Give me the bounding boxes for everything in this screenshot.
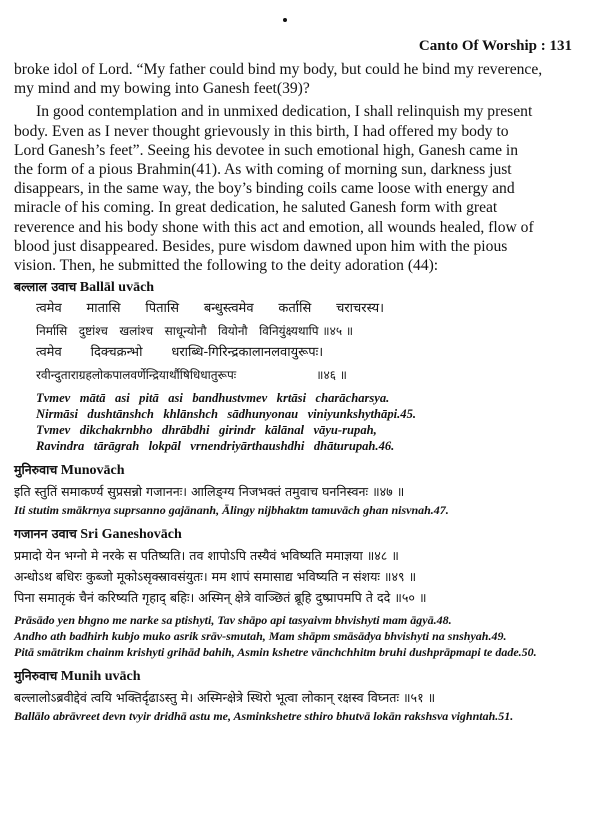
- heading-devanagari: मुनिरुवाच: [14, 462, 58, 478]
- text-line: reverence and his body shone with this act and emotion, all wounds healed, flow of: [14, 218, 534, 236]
- heading-english: Sri Ganeshovāch: [80, 527, 182, 543]
- sanskrit-verse-block: [36, 298, 580, 386]
- sanskrit-line: निर्मासि दुष्टांश्च खलांश्च साधून्योनौ वियोनौ विनियुंक्ष्यथापि ॥४५ ॥: [36, 324, 354, 339]
- text-line: In good contemplation and in unmixed dedication, I shall relinquish my present: [36, 103, 533, 121]
- heading-devanagari: बल्लाल उवाच: [14, 279, 77, 295]
- transliteration-line: Tvmev dikchakrnbho dhrābdhi girindr kālānal vāyu-rupah,: [36, 423, 377, 438]
- transliteration-line: Tvmev mātā asi pitā asi bandhustvmev krtāsi charācharsya.: [36, 391, 390, 406]
- section-heading-munih: [14, 667, 580, 685]
- page-body: [14, 60, 580, 724]
- transliteration-line: Nirmāsi dushtānshch khlānshch sādhunyonau viniyunkshythāpi.45.: [36, 407, 417, 422]
- heading-english: Munovāch: [60, 463, 125, 479]
- sanskrit-line: त्वमेव मातासि पितासि बन्धुस्त्वमेव कर्तासि चराचरस्य।: [36, 301, 385, 317]
- text-line: body. Even as I never thought grievously in this birth, I had offered my body to: [14, 122, 509, 140]
- sanskrit-line: अन्धोऽथ बधिरः कुब्जो मूकोऽसृक्स्रावसंयुतः। मम शापं समासाद्य भविष्यति न संशयः ॥४९ ॥: [14, 569, 417, 585]
- text-line: disappears, in the same way, the boy’s binding coils came loose with energy and: [14, 180, 515, 198]
- text-line: Lord Ganesh’s feet”. Seeing his devotee in such emotional high, Ganesh came in: [14, 141, 519, 159]
- section-heading-ganeshovach: [14, 525, 580, 543]
- sanskrit-line: इति स्तुतिं समाकर्ण्य सुप्रसन्नो गजाननः। आलिङ्ग्य निजभक्तं तमुवाच घननिस्वनः ॥४७ ॥: [14, 484, 405, 500]
- transliteration-line: Pitā smātrikm chainm krishyti grihād bahih, Asmin kshetre vānchchhitm bruhi dushprāpmapi te dade.50.: [14, 645, 537, 660]
- text-line: blood just disappeared. Besides, pure wisdom dawned upon him with the pious: [14, 237, 508, 255]
- text-line: miracle of his coming. In great dedication, he saluted Ganesh form with great: [14, 199, 498, 217]
- heading-english: Munih uvāch: [60, 669, 141, 685]
- text-line: vision. Then, he submitted the following to the deity adoration (44):: [14, 257, 439, 275]
- page-dot: [283, 18, 287, 22]
- paragraph-1: [14, 60, 580, 98]
- text-line: broke idol of Lord. “My father could bind my body, but could he bind my reverence,: [14, 61, 543, 78]
- transliteration-line: Ravindra tārāgrah lokpāl vrnendriyārthaushdhi dhāturupah.46.: [36, 439, 395, 454]
- transliteration-line: Iti stutim smākrnya suprsanno gajānanh, Ālingy nijbhaktm tamuvāch ghan nisvnah.47.: [14, 503, 449, 518]
- heading-devanagari: मुनिरुवाच: [14, 668, 58, 684]
- transliteration-line: Andho ath badhirh kubjo muko asrik srāv-smutah, Mam shāpm smāsādya bhvishyti na snshyah.49.: [14, 629, 507, 644]
- sanskrit-line: रवीन्दुताराग्रहलोकपालवर्णेन्द्रियार्थौषिधिधातुरूपः ॥४६ ॥: [36, 368, 347, 383]
- paragraph-2: [14, 102, 580, 275]
- sanskrit-line: त्वमेव दिक्चक्रन्भो धराब्धि-गिरिन्द्रकालानलवायुरूपः।: [36, 345, 324, 361]
- section-heading-ballal: [14, 278, 580, 296]
- transliteration-line: Ballālo abrāvreet devn tvyir dridhā astu me, Asminkshetre sthiro bhutvā lokān rakshsva vighntah.51.: [14, 709, 514, 724]
- heading-english: Ballāl uvāch: [79, 280, 155, 296]
- transliteration-line: Prāsādo yen bhgno me narke sa ptishyti, Tav shāpo api tasyaivm bhvishyti mam āgyā.48.: [14, 613, 452, 628]
- sanskrit-line: बल्लालोऽब्रवीद्देवं त्वयि भक्तिर्दृढाऽस्तु मे। अस्मिन्क्षेत्रे स्थिरो भूत्वा लोकान् रक्षस्व विघ्नतः ॥५१ ॥: [14, 690, 436, 706]
- sanskrit-line: प्रमादो येन भग्नो मे नरके स पतिष्यति। तव शापोऽपि तस्यैवं भविष्यति ममाज्ञया ॥४८ ॥: [14, 548, 399, 564]
- text-line: my mind and my bowing into Ganesh feet(39)?: [14, 80, 310, 98]
- running-header: Canto Of Worship : 131: [418, 38, 572, 54]
- section-heading-munovach: [14, 461, 580, 479]
- text-line: the form of a pious Brahmin(41). As with coming of morning sun, darkness just: [14, 161, 512, 179]
- sanskrit-line: पिना समातृकं चैनं करिष्यति गृहाद् बहिः। अस्मिन् क्षेत्रे वाञ्छितं ब्रूहि दुष्प्रापमपि ते ददे ॥५० ॥: [14, 590, 427, 606]
- heading-devanagari: गजानन उवाच: [14, 526, 77, 542]
